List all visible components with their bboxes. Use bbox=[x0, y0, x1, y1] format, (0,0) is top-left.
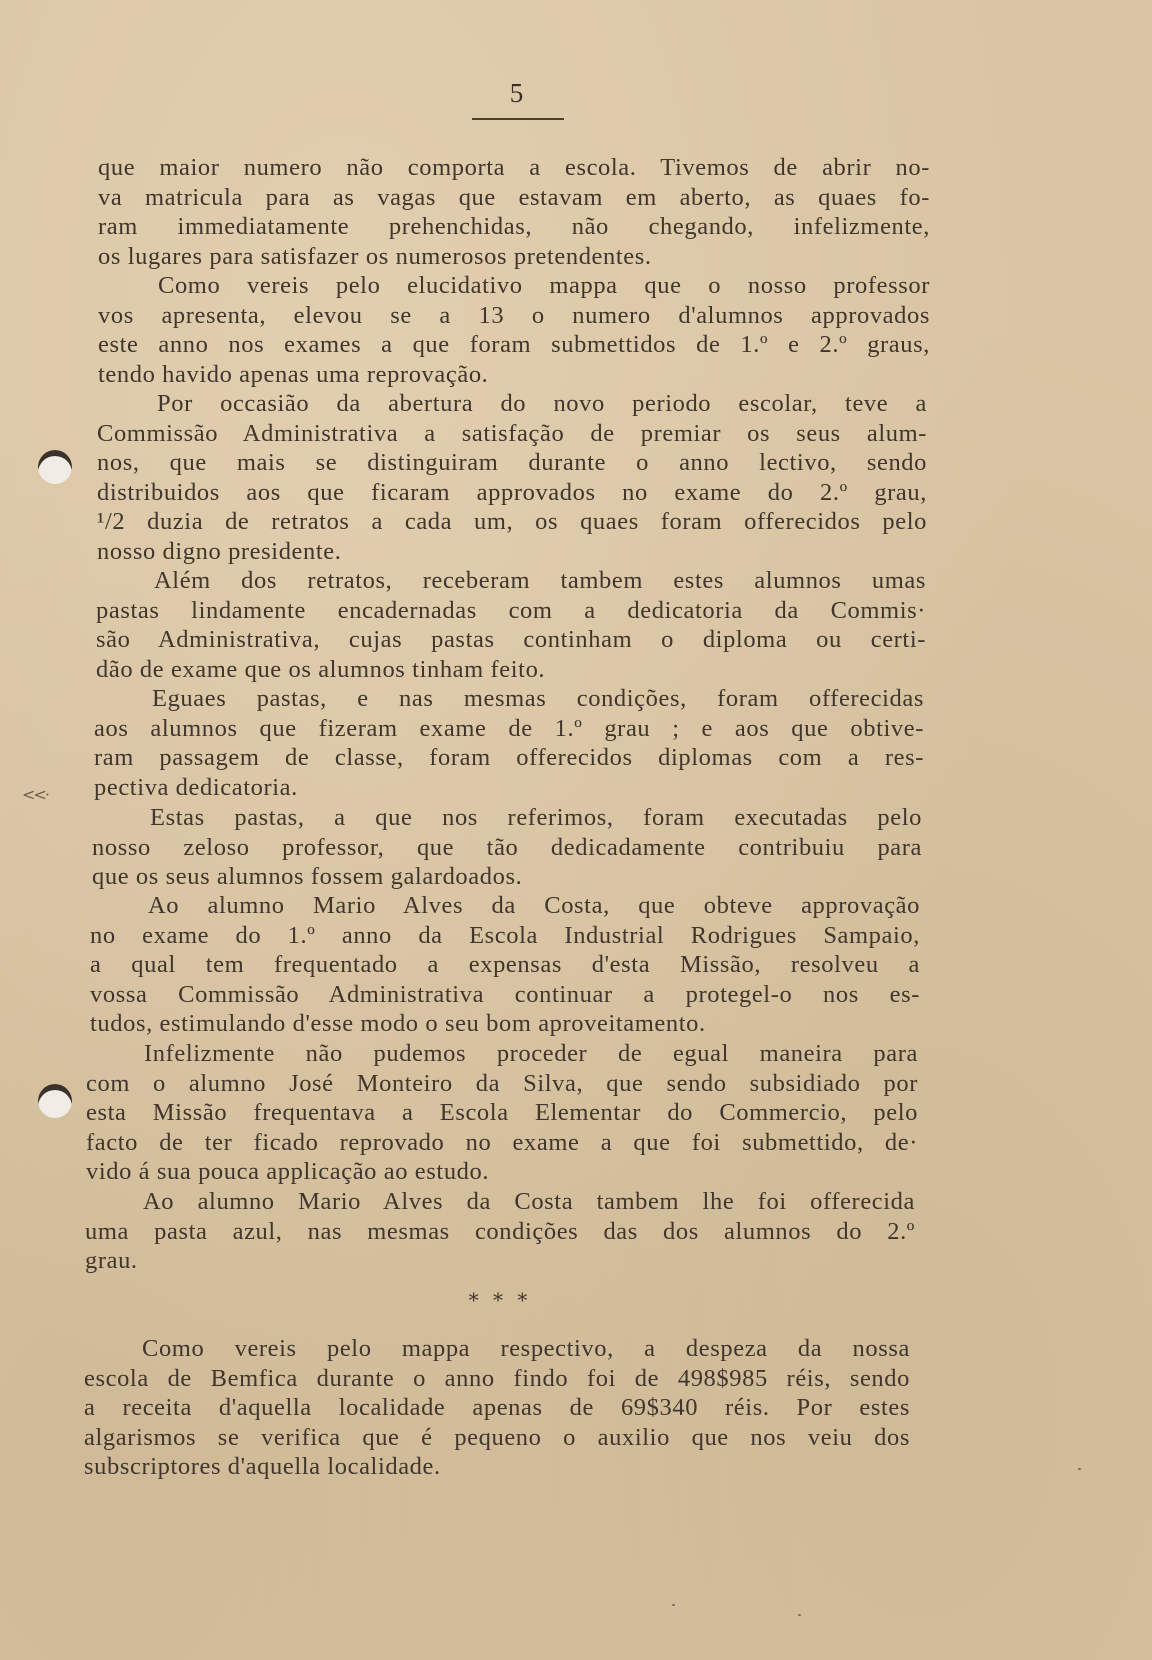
page-number: 5 bbox=[509, 78, 525, 108]
text-line: pastas lindamente encadernadas com a dedicatoria da Commis· bbox=[96, 596, 926, 624]
text-line: dão de exame que os alumnos tinham feito. bbox=[96, 655, 546, 683]
binding-hole-bottom bbox=[38, 1084, 72, 1118]
text-line: Ao alumno Mario Alves da Costa tambem lhe foi offerecida bbox=[143, 1188, 915, 1215]
text-line: aos alumnos que fizeram exame de 1.º grau ; e aos que obtive- bbox=[94, 714, 924, 742]
text-line: va matricula para as vagas que estavam em aberto, as quaes fo- bbox=[98, 183, 930, 211]
text-line: com o alumno José Monteiro da Silva, que sendo subsidiado por bbox=[86, 1069, 918, 1097]
text-line: grau. bbox=[85, 1247, 138, 1275]
paragraph bbox=[86, 1039, 918, 1187]
text-line: ¹/2 duzia de retratos a cada um, os quaes foram offerecidos pelo bbox=[97, 508, 927, 536]
text-line: Ao alumno Mario Alves da Costa, que obteve approvação bbox=[148, 892, 920, 919]
paragraph bbox=[85, 1187, 915, 1276]
paragraph bbox=[90, 891, 920, 1039]
text-line: são Administrativa, cujas pastas continham o diploma ou certi- bbox=[96, 626, 926, 654]
text-line: no exame do 1.º anno da Escola Industrial Rodrigues Sampaio, bbox=[90, 921, 920, 949]
text-line: os lugares para satisfazer os numerosos pretendentes. bbox=[98, 242, 652, 270]
page-number-rule bbox=[472, 118, 564, 120]
paragraph bbox=[96, 566, 926, 684]
text-line: distribuidos aos que ficaram approvados no exame do 2.º grau, bbox=[97, 478, 927, 506]
text-line: que maior numero não comporta a escola. Tivemos de abrir no- bbox=[98, 154, 930, 181]
text-line: a qual tem frequentado a expensas d'esta Missão, resolveu a bbox=[90, 951, 920, 979]
text-line: vossa Commissão Administrativa continuar a protegel-o nos es- bbox=[90, 980, 920, 1008]
paragraph bbox=[94, 684, 924, 802]
text-line: Commissão Administrativa a satisfação de premiar os seus alum- bbox=[97, 419, 927, 447]
text-line: nosso digno presidente. bbox=[97, 537, 342, 565]
text-line: tudos, estimulando d'esse modo o seu bom aproveitamento. bbox=[90, 1010, 706, 1038]
text-line: pectiva dedicatoria. bbox=[94, 773, 298, 801]
text-line: uma pasta azul, nas mesmas condições das dos alumnos do 2.º bbox=[85, 1217, 915, 1245]
text-line: facto de ter ficado reprovado no exame a que foi submettido, de· bbox=[86, 1128, 918, 1156]
text-line: esta Missão frequentava a Escola Elementar do Commercio, pelo bbox=[86, 1099, 918, 1127]
paragraph bbox=[84, 1334, 910, 1482]
paragraph bbox=[92, 803, 922, 892]
text-line: nos, que mais se distinguiram durante o anno lectivo, sendo bbox=[97, 449, 927, 477]
text-line: vos apresenta, elevou se a 13 o numero d'alumnos approvados bbox=[98, 301, 930, 329]
paragraph bbox=[98, 271, 930, 389]
text-line: subscriptores d'aquella localidade. bbox=[84, 1453, 441, 1481]
text-line: que os seus alumnos fossem galardoados. bbox=[92, 863, 523, 891]
binding-hole-top bbox=[38, 450, 72, 484]
text-line: vido á sua pouca applicação ao estudo. bbox=[86, 1158, 490, 1186]
text-line: Eguaes pastas, e nas mesmas condições, foram offerecidas bbox=[152, 685, 924, 712]
text-line: Como vereis pelo elucidativo mappa que o nosso professor bbox=[158, 272, 930, 299]
margin-mark: <<· bbox=[22, 785, 48, 804]
text-line: tendo havido apenas uma reprovação. bbox=[98, 360, 489, 388]
text-line: este anno nos exames a que foram submettidos de 1.º e 2.º graus, bbox=[98, 331, 930, 359]
text-line: Estas pastas, a que nos referimos, foram executadas pelo bbox=[150, 804, 922, 831]
text-line: Além dos retratos, receberam tambem estes alumnos umas bbox=[154, 567, 926, 594]
paper-speck bbox=[1078, 1468, 1081, 1470]
paper-speck bbox=[798, 1614, 801, 1616]
text-line: escola de Bemfica durante o anno findo foi de 498$985 réis, sendo bbox=[84, 1364, 910, 1392]
text-line: ram passagem de classe, foram offerecidos diplomas com a res- bbox=[94, 744, 924, 772]
text-line: Infelizmente não pudemos proceder de egual maneira para bbox=[144, 1040, 918, 1067]
text-line: Por occasião da abertura do novo periodo escolar, teve a bbox=[157, 390, 927, 417]
paragraph bbox=[98, 153, 930, 271]
text-line: Como vereis pelo mappa respectivo, a despeza da nossa bbox=[142, 1335, 910, 1362]
text-line: algarismos se verifica que é pequeno o auxilio que nos veiu dos bbox=[84, 1423, 910, 1451]
text-line: a receita d'aquella localidade apenas de 69$340 réis. Por estes bbox=[84, 1394, 910, 1422]
text-line: ram immediatamente prehenchidas, não chegando, infelizmente, bbox=[98, 213, 930, 241]
text-line: nosso zeloso professor, que tão dedicadamente contribuiu para bbox=[92, 833, 922, 861]
paragraph bbox=[97, 389, 927, 567]
paper-speck bbox=[672, 1604, 675, 1606]
section-separator: * * * bbox=[468, 1288, 532, 1312]
